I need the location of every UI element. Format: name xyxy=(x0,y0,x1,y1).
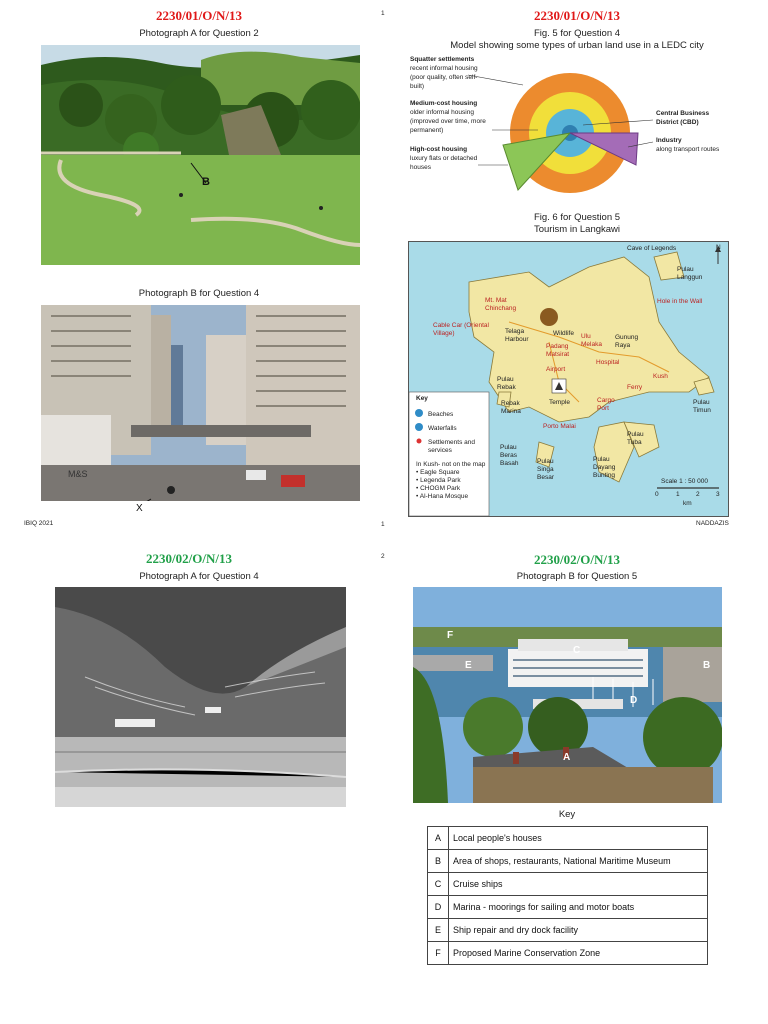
map-scale-unit: km xyxy=(683,500,692,507)
key-beaches: Beaches xyxy=(428,411,454,418)
map-wildlife: Wildlife xyxy=(553,330,574,337)
map-hole-in-wall: Hole in the Wall xyxy=(657,298,703,305)
photo-letter-c: C xyxy=(573,645,581,656)
exam-code-top-right: 2230/01/O/N/13 xyxy=(534,8,620,23)
table-row: F Proposed Marine Conservation Zone xyxy=(428,942,708,965)
photo-letter-f: F xyxy=(447,630,454,641)
key-title: Key xyxy=(558,809,576,820)
key-item: • CHOGM Park xyxy=(416,485,461,492)
key-waterfalls: Waterfalls xyxy=(428,425,457,432)
photo-a-caption: Photograph A for Question 2 xyxy=(139,28,259,39)
page-number-2: 2 xyxy=(381,553,385,560)
map-scale-tick-1: 1 xyxy=(676,491,680,498)
photo-a-label-b: B xyxy=(202,176,210,188)
footer-right: NADDAZIS xyxy=(696,520,729,527)
map-scale-tick-2: 2 xyxy=(696,491,700,498)
photo-a2-caption: Photograph A for Question 4 xyxy=(139,571,259,582)
map-pulau-singa: Pulau Singa Besar xyxy=(537,458,554,481)
map-scale-tick-3: 3 xyxy=(716,491,720,498)
footer-left: IBIQ 2021 xyxy=(24,520,54,527)
table-row: E Ship repair and dry dock facility xyxy=(428,919,708,942)
photo-b-ms-sign: M&S xyxy=(68,469,88,479)
photo-letter-b: B xyxy=(703,660,711,671)
photograph-b-street xyxy=(41,305,360,501)
photo-b-caption: Photograph B for Question 4 xyxy=(138,288,260,299)
page-number: 1 xyxy=(381,10,385,17)
photo-letter-d: D xyxy=(630,695,638,706)
photo-b-label-x: X xyxy=(136,503,143,514)
fig6-title: Fig. 6 for Question 5 xyxy=(533,212,621,223)
map-cave-label: Cave of Legends xyxy=(627,245,677,252)
fig5-urban-model xyxy=(408,55,730,195)
map-gunung-raya: Gunung Raya xyxy=(615,334,639,349)
squatter-title: Squatter settlements xyxy=(410,56,475,63)
photograph-b2-harbour xyxy=(413,587,722,803)
map-porto-malai: Porto Malai xyxy=(543,423,576,430)
map-cable-car: Cable Car (Oriental Village) xyxy=(433,322,489,337)
langkawi-map xyxy=(408,241,729,517)
map-pulau-tuba: Pulau Tuba xyxy=(627,431,644,446)
map-pulau-beras: Pulau Beras Basah xyxy=(500,444,519,467)
map-kush: Kush xyxy=(653,373,668,380)
map-telaga: Telaga Harbour xyxy=(505,328,529,343)
map-scale: Scale 1 : 50 000 xyxy=(661,478,708,485)
key-item: • Al-Hana Mosque xyxy=(416,493,469,500)
map-key xyxy=(416,395,486,501)
industry-desc: along transport routes xyxy=(656,146,720,153)
key-note: In Kush- not on the map xyxy=(416,461,486,468)
photograph-a2-bw-hillside xyxy=(55,587,346,807)
photo-letter-a: A xyxy=(563,752,571,763)
map-ulu-melaka: Ulu Melaka xyxy=(581,333,602,348)
cbd-title: Central Business District (CBD) xyxy=(656,110,710,126)
photo-key-table xyxy=(427,826,708,965)
map-padang: Padang Matsirat xyxy=(546,343,570,358)
medium-title: Medium-cost housing xyxy=(410,100,478,107)
map-pulau-langgun: Pulau Langgun xyxy=(677,266,703,281)
table-row: C Cruise ships xyxy=(428,873,708,896)
map-key-title: Key xyxy=(416,395,428,402)
map-pulau-timun: Pulau Timun xyxy=(693,399,711,414)
high-title: High-cost housing xyxy=(410,146,468,153)
fig5-title: Fig. 5 for Question 4 xyxy=(533,28,621,39)
high-desc: luxury flats or detached houses xyxy=(410,155,478,171)
photo-b2-caption: Photograph B for Question 5 xyxy=(516,571,638,582)
map-pulau-rebak: Pulau Rebak xyxy=(497,376,516,391)
map-temple: Temple xyxy=(549,399,570,406)
map-cargo-port: Cargo Port xyxy=(597,397,615,412)
exam-code-top-left: 2230/01/O/N/13 xyxy=(156,8,242,23)
map-scale-tick-0: 0 xyxy=(655,491,659,498)
key-item: • Legenda Park xyxy=(416,477,461,484)
industry-title: Industry xyxy=(656,137,682,144)
map-airport: Airport xyxy=(546,366,566,373)
squatter-desc: recent informal housing (poor quality, often self-built) xyxy=(410,65,478,90)
fig5-subtitle: Model showing some types of urban land use in a LEDC city xyxy=(450,40,704,51)
table-row: A Local people's houses xyxy=(428,827,708,850)
key-settlements: Settlements and services xyxy=(428,439,475,454)
table-row: D Marina - moorings for sailing and motor boats xyxy=(428,896,708,919)
map-rebak-marina: Rebak Marina xyxy=(501,400,521,415)
table-row: B Area of shops, restaurants, National Maritime Museum xyxy=(428,850,708,873)
map-ferry: Ferry xyxy=(627,384,643,391)
medium-desc: older informal housing (improved over time, more permanent) xyxy=(410,109,486,134)
map-pulau-dayang: Pulau Dayang Bunting xyxy=(593,456,616,479)
exam-code-bottom-left: 2230/02/O/N/13 xyxy=(146,551,232,566)
fig6-subtitle: Tourism in Langkawi xyxy=(533,224,621,235)
photo-letter-e: E xyxy=(465,660,472,671)
footer-center: 1 xyxy=(381,521,385,528)
key-item: • Eagle Square xyxy=(416,469,460,476)
exam-code-bottom-right: 2230/02/O/N/13 xyxy=(534,552,620,567)
map-north-arrow: N xyxy=(716,244,721,251)
photograph-a-landscape xyxy=(41,45,360,265)
map-mt-mat: Mt. Mat Chinchang xyxy=(485,297,517,312)
map-hospital: Hospital xyxy=(596,359,620,366)
